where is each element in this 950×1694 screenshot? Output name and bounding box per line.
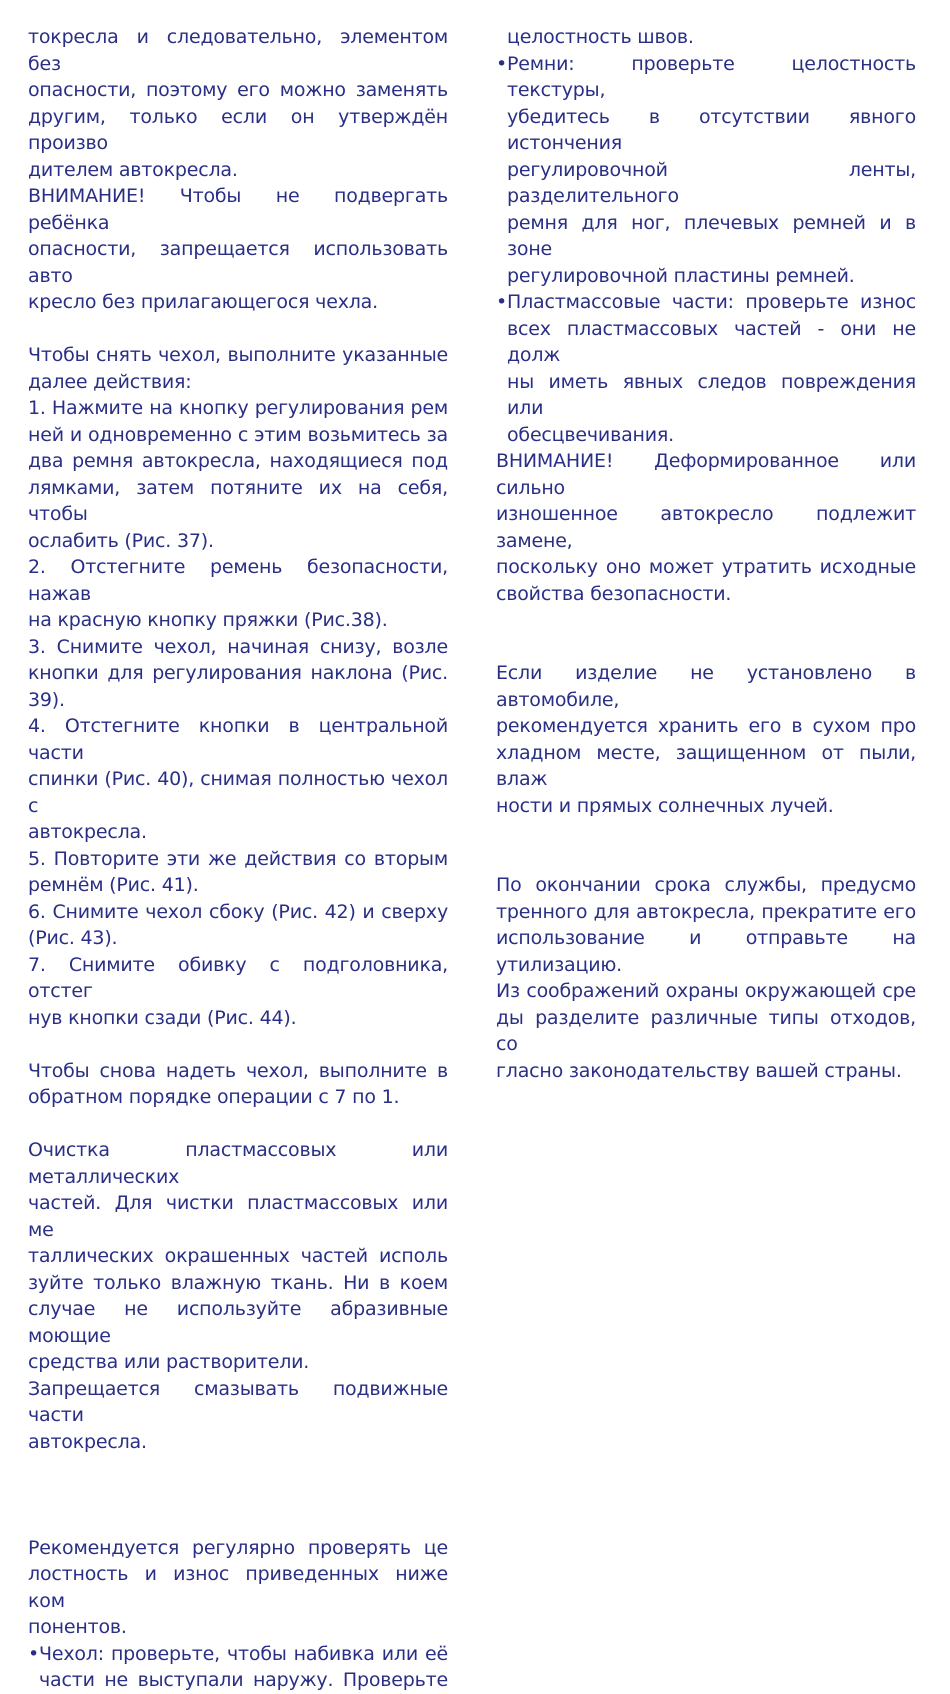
bullet-marker: • [28, 1642, 40, 1665]
warning-deformed: ВНИМАНИЕ! Деформированное или сильно изношенное автокресло подлежит замене, поскольку оно может утратить исходные свойства безопасности. [496, 450, 916, 605]
paragraph-check: Рекомендуется регулярно проверять це лостность и износ приведенных ниже ком понентов. [28, 1536, 448, 1638]
warning-cover: ВНИМАНИЕ! Чтобы не подвергать ребёнка опасности, запрещается использовать авто кресло без прилагающегося чехла. [28, 185, 448, 313]
step-6: 6. Снимите чехол сбоку (Рис. 42) и сверху (Рис. 43). [28, 900, 448, 949]
step-1: 1. Нажмите на кнопку регулирования рем ней и одновременно с этим возьмитесь за два ремня автокресла, находящиеся под лямками, затем потяните их на себя, чтобы ослабить (Рис. 37). [28, 397, 448, 552]
paragraph-lubricate: Запрещается смазывать подвижные части автокресла. [28, 1377, 448, 1453]
left-column [28, 24, 448, 1694]
bullet-cover: • Чехол: проверьте, чтобы набивка или её части не выступали наружу. Проверьте [28, 1642, 448, 1691]
step-5: 5. Повторите эти же действия со вторым ремнём (Рис. 41). [28, 847, 448, 896]
paragraph-cover-safety: токресла и следовательно, элементом без опасности, поэтому его можно заменять другим, только если он утверждён произво дителем автокресла. [28, 26, 448, 181]
bullet-marker: • [496, 291, 508, 313]
paragraph-cleaning: Очистка пластмассовых или металлических частей. Для чистки пластмассовых или ме таллических окрашенных частей исполь зуйте только влажную ткань. Ни в коем случае не используйте абразивные моющие средства или растворители. [28, 1139, 448, 1373]
paragraph-reassemble: Чтобы снова надеть чехол, выполните в обратном порядке операции с 7 по 1. [28, 1059, 448, 1108]
step-7: 7. Снимите обивку с подголовника, отстег нув кнопки сзади (Рис. 44). [28, 953, 448, 1029]
bullet-cover-continued: целостность швов. [507, 26, 694, 48]
step-2: 2. Отстегните ремень безопасности, нажав на красную кнопку пряжки (Рис.38). [28, 556, 448, 631]
right-column [496, 24, 916, 1084]
bullet-plastic: • Пластмассовые части: проверьте износ всех пластмассовых частей - они не долж ны иметь явных следов повреждения или обесцвечивания. [496, 291, 916, 446]
bullet-marker: • [496, 52, 508, 75]
step-3: 3. Снимите чехол, начиная снизу, возле кнопки для регулирования наклона (Рис. 39). [28, 635, 448, 711]
paragraph-disposal: По окончании срока службы, предусмо тренного для автокресла, прекратите его использование и отправьте на утилизацию. Из соображений охраны окружающей сре ды разделите различные типы отходов, со гласно законодательству вашей страны. [496, 874, 916, 1082]
bullet-straps: • Ремни: проверьте целостность текстуры, убедитесь в отсутствии явного истончения регулировочной ленты, разделительного ремня для ног, плечевых ремней и в зоне регулировочной пластины ремней. [496, 52, 916, 287]
step-4: 4. Отстегните кнопки в центральной части спинки (Рис. 40), снимая полностью чехол с автокресла. [28, 715, 448, 843]
paragraph-storage: Если изделие не установлено в автомобиле, рекомендуется хранить его в сухом про хладном месте, защищенном от пыли, влаж ности и прямых солнечных лучей. [496, 662, 916, 817]
paragraph-remove-intro: Чтобы снять чехол, выполните указанные далее действия: [28, 344, 448, 393]
